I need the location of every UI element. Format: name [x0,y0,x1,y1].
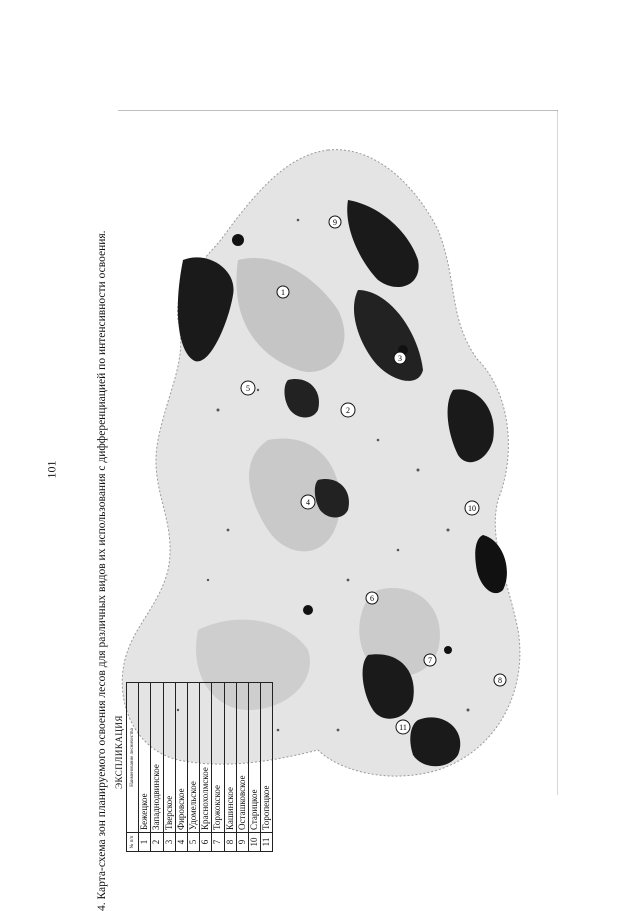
legend-name: Западнодвинское [151,683,163,833]
svg-text:6: 6 [370,594,374,603]
legend-num: 10 [248,833,260,852]
legend-row [236,683,248,852]
legend-name: Краснохолмское [200,683,212,833]
legend-row [200,683,212,852]
svg-text:3: 3 [398,354,402,363]
legend-table [126,682,273,852]
legend-num: 5 [187,833,199,852]
region-marker-11 [396,720,410,734]
svg-text:11: 11 [399,723,407,732]
legend-header-name: Наименование лесничества [127,683,139,833]
legend-name: Бежецкое [139,683,151,833]
svg-text:1: 1 [281,288,285,297]
svg-text:9: 9 [333,218,337,227]
svg-text:4: 4 [306,498,310,507]
legend-name: Кашинское [224,683,236,833]
legend-row [151,683,163,852]
svg-text:7: 7 [428,656,432,665]
region-marker-9 [329,216,341,228]
legend-num: 1 [139,833,151,852]
legend-name: Удомельское [187,683,199,833]
page-number: 101 [44,460,59,479]
legend-name: Старицкое [248,683,260,833]
legend-container [112,652,312,849]
dense-spot-3 [303,605,313,615]
legend-row [224,683,236,852]
svg-text:2: 2 [346,406,350,415]
legend-row [163,683,175,852]
region-marker-1 [277,286,289,298]
figure-caption: 4. Карта-схема зон планируемого освоения лесов для различных видов их использования с дифференциацией по интенсивности освоения. [96,230,108,911]
svg-text:10: 10 [468,504,476,513]
legend [112,652,272,852]
legend-row [261,683,273,852]
region-marker-10 [465,501,479,515]
legend-num: 8 [224,833,236,852]
region-marker-8 [494,674,506,686]
region-marker-3 [394,352,406,364]
region-marker-2 [341,403,355,417]
region-marker-6 [366,592,378,604]
legend-name: Торопецкое [261,683,273,833]
region-marker-5 [241,381,255,395]
legend-header-num: № п/п [127,833,139,852]
svg-text:8: 8 [498,676,502,685]
region-marker-7 [424,654,436,666]
svg-text:5: 5 [246,384,250,393]
legend-row [187,683,199,852]
legend-num: 3 [163,833,175,852]
legend-row [248,683,260,852]
legend-num: 2 [151,833,163,852]
legend-num: 6 [200,833,212,852]
legend-name: Фировское [175,683,187,833]
legend-num: 7 [212,833,224,852]
legend-title: ЭКСПЛИКАЦИЯ [114,715,124,789]
legend-row [212,683,224,852]
region-marker-4 [301,495,315,509]
legend-num: 11 [261,833,273,852]
legend-row [175,683,187,852]
legend-row [139,683,151,852]
legend-name: Торжокское [212,683,224,833]
dense-spot-1 [232,234,244,246]
legend-num: 4 [175,833,187,852]
dense-spot-4 [444,646,452,654]
legend-name: Осташковское [236,683,248,833]
legend-name: Тверское [163,683,175,833]
legend-num: 9 [236,833,248,852]
